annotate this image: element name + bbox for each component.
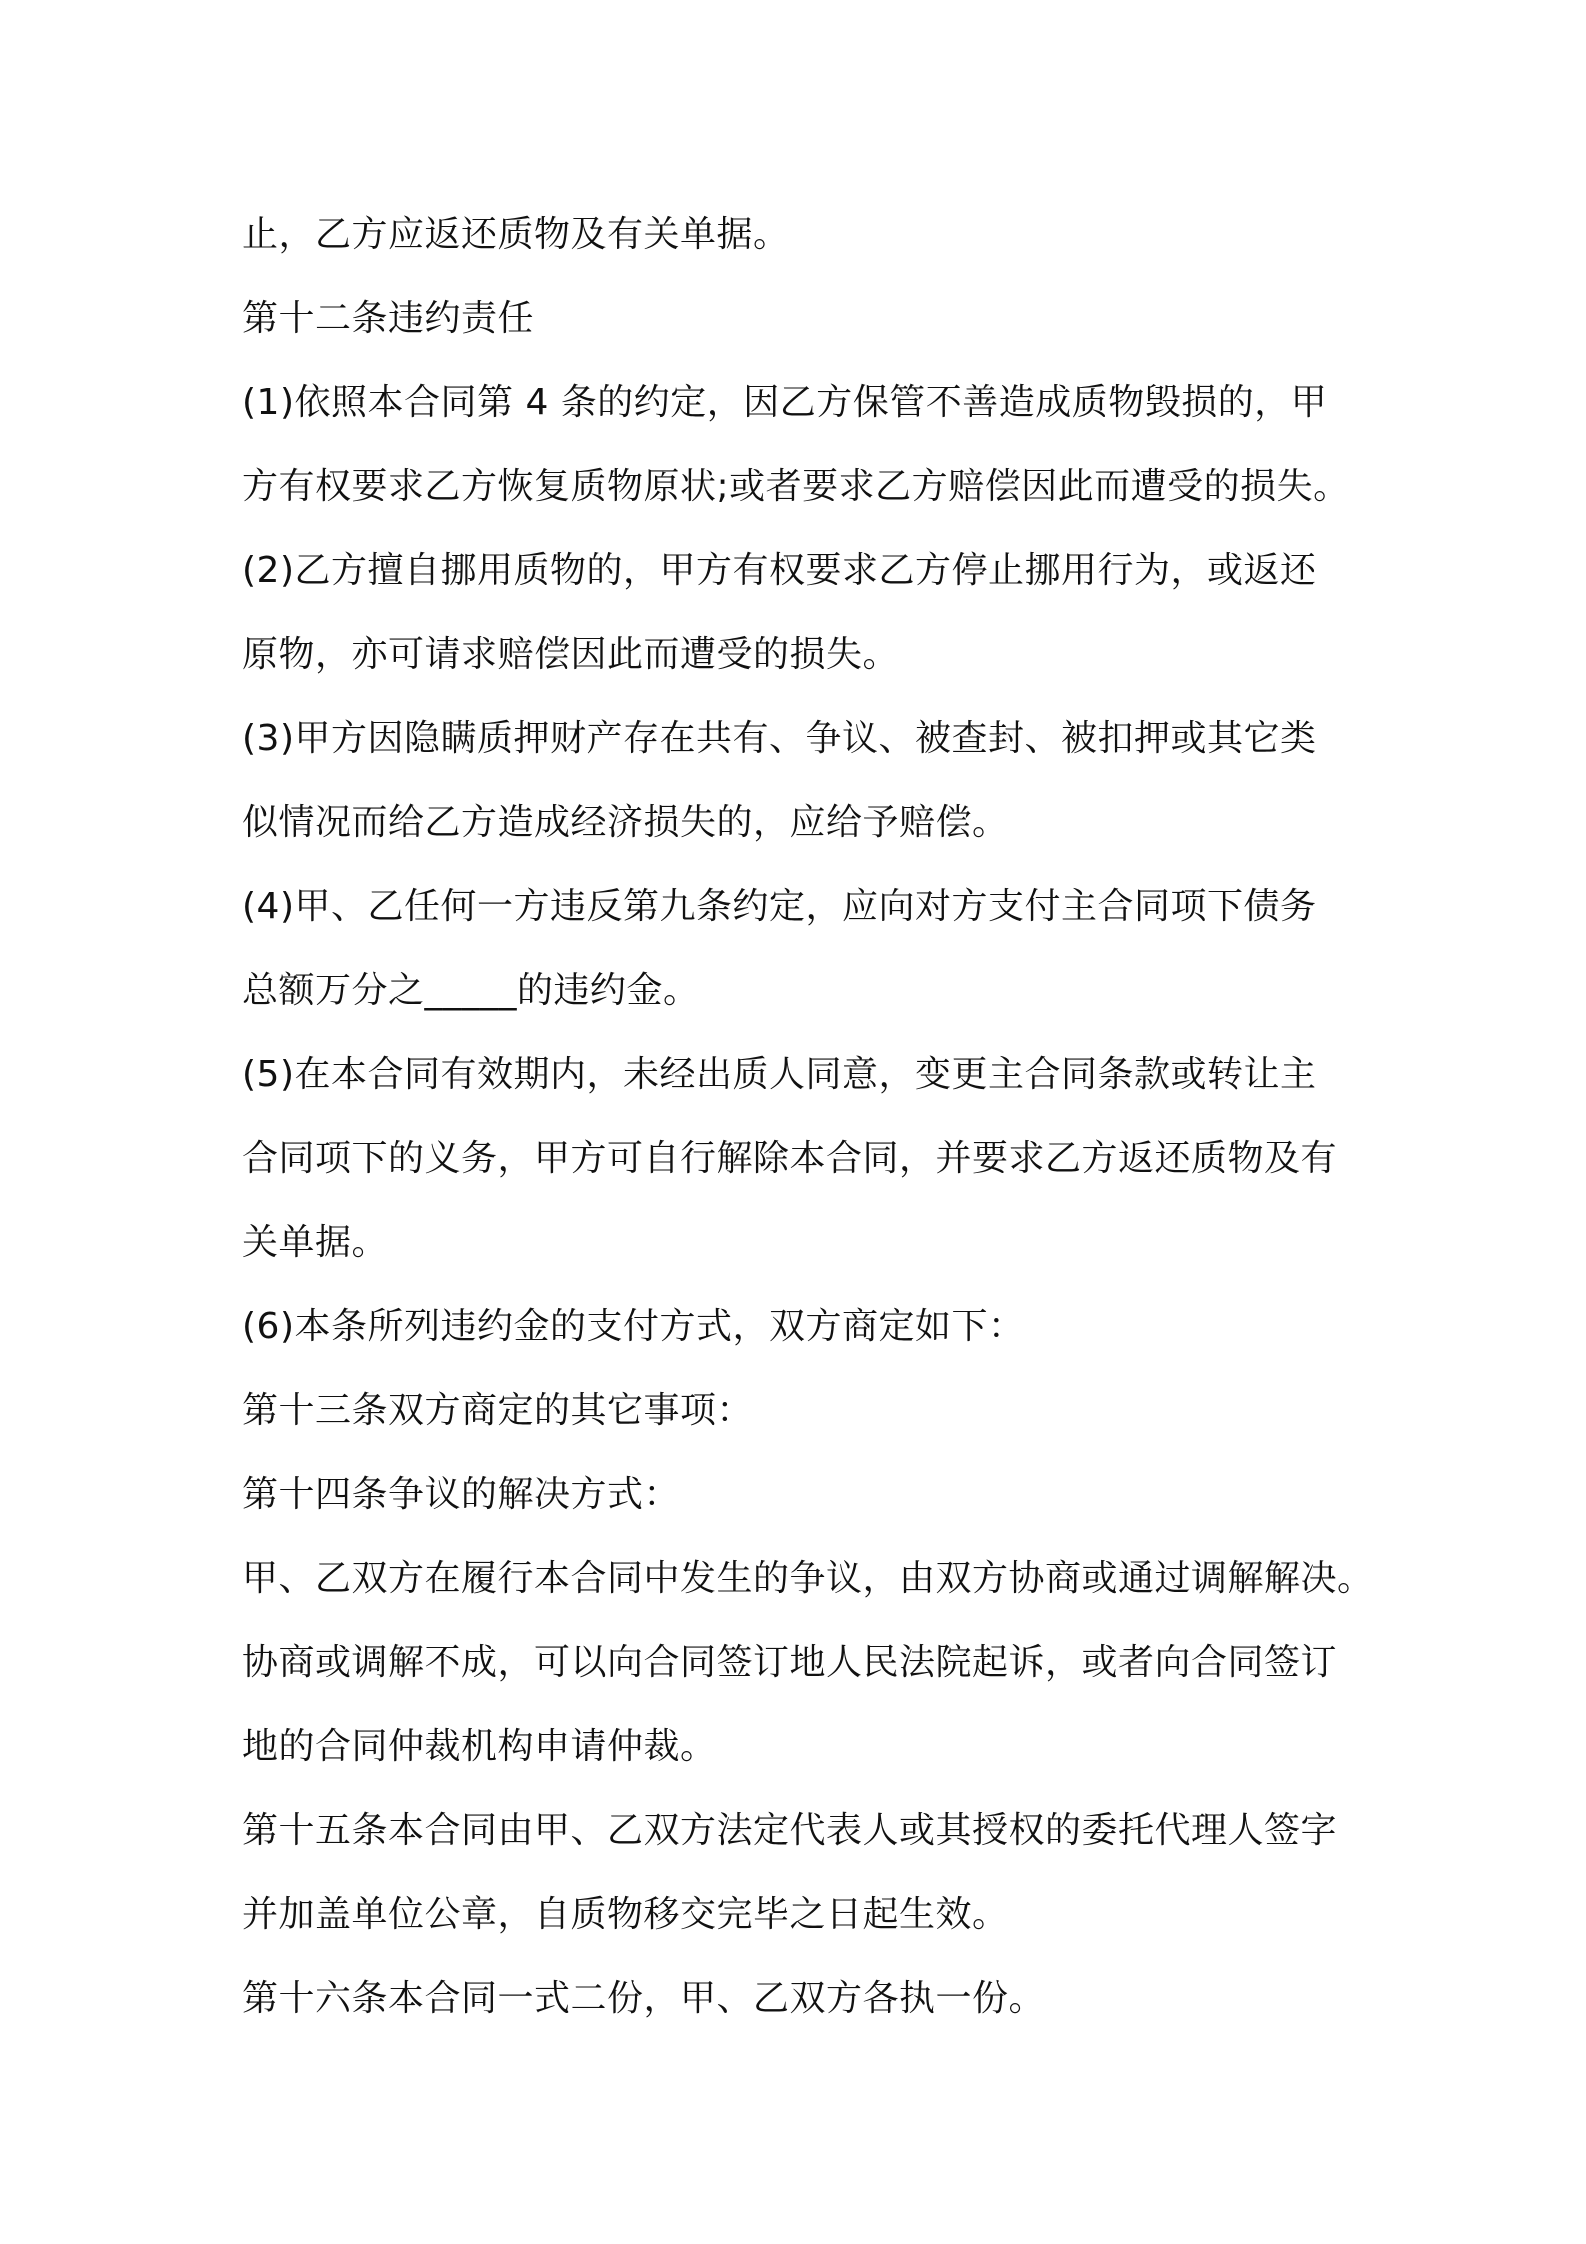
text-line: 止，乙方应返还质物及有关单据。 [242, 214, 790, 255]
text-line: 合同项下的义务，甲方可自行解除本合同，并要求乙方返还质物及有 [242, 1138, 1338, 1179]
text-line: 地的合同仲裁机构申请仲裁。 [242, 1726, 717, 1767]
document-body [242, 193, 1374, 2041]
text-line: (3)甲方因隐瞒质押财产存在共有、争议、被查封、被扣押或其它类 [242, 718, 1317, 759]
text-line: (1)依照本合同第 4 条的约定，因乙方保管不善造成质物毁损的，甲 [242, 382, 1328, 423]
text-line: (4)甲、乙任何一方违反第九条约定，应向对方支付主合同项下债务 [242, 886, 1317, 927]
text-line: (2)乙方擅自挪用质物的，甲方有权要求乙方停止挪用行为，或返还 [242, 550, 1317, 591]
text-line: 关单据。 [242, 1222, 389, 1263]
section-heading: 第十五条本合同由甲、乙双方法定代表人或其授权的委托代理人签字 [242, 1810, 1338, 1851]
section-heading: 第十六条本合同一式二份，甲、乙双方各执一份。 [242, 1978, 1046, 2019]
text-line: 似情况而给乙方造成经济损失的，应给予赔偿。 [242, 802, 1009, 843]
section-heading: 第十四条争议的解决方式： [242, 1474, 681, 1515]
text-line: 协商或调解不成，可以向合同签订地人民法院起诉，或者向合同签订 [242, 1642, 1338, 1683]
section-heading: 第十三条双方商定的其它事项： [242, 1390, 754, 1431]
text-line: (6)本条所列违约金的支付方式，双方商定如下： [242, 1306, 1025, 1347]
text-line: 原物，亦可请求赔偿因此而遭受的损失。 [242, 634, 900, 675]
text-line: 甲、乙双方在履行本合同中发生的争议，由双方协商或通过调解解决。 [242, 1558, 1374, 1599]
text-line: 并加盖单位公章，自质物移交完毕之日起生效。 [242, 1894, 1009, 1935]
text-line: 方有权要求乙方恢复质物原状;或者要求乙方赔偿因此而遭受的损失。 [242, 466, 1350, 507]
section-heading: 第十二条违约责任 [242, 298, 535, 339]
text-line: (5)在本合同有效期内，未经出质人同意，变更主合同条款或转让主 [242, 1054, 1317, 1095]
text-line: 总额万分之_____的违约金。 [242, 970, 700, 1011]
